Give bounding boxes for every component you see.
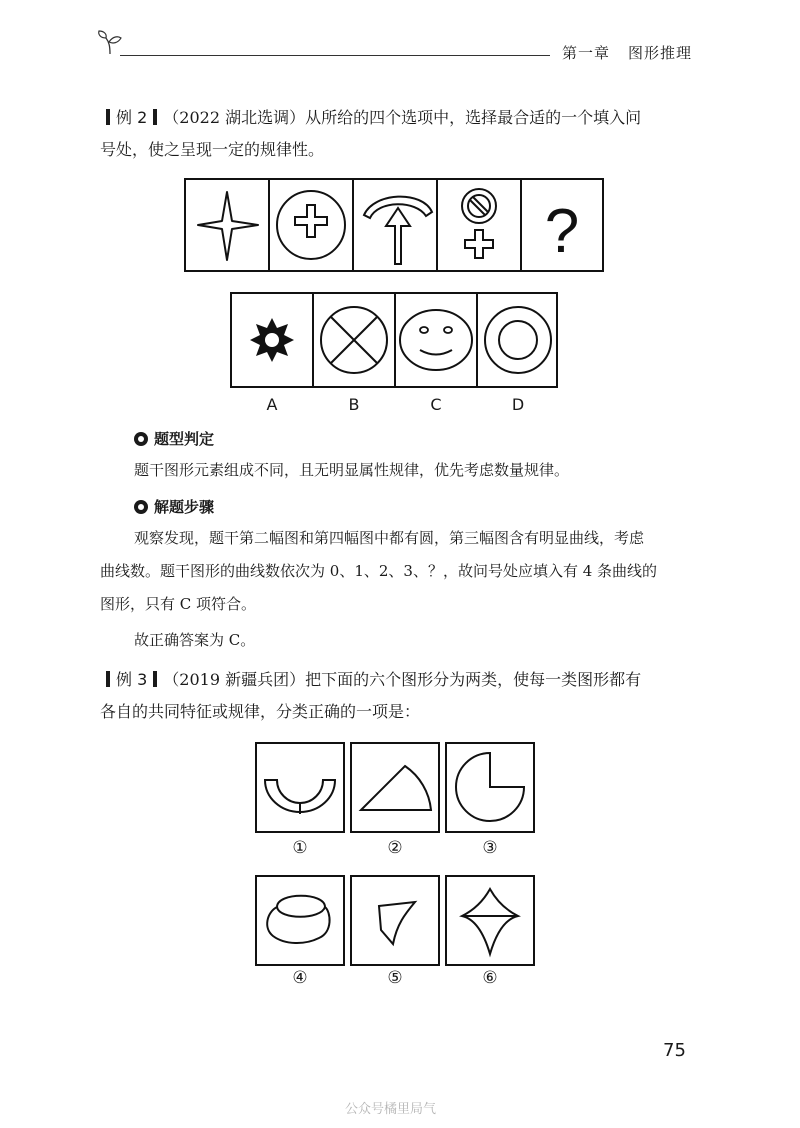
figure-5-shard [351,876,439,965]
page-number: 75 [663,1040,686,1061]
figure-label-5: ⑤ [387,968,403,988]
steps-heading [134,496,214,517]
watermark: 公众号橘里局气 [345,1102,437,1117]
example2-intro [100,102,700,166]
header-rule [120,55,550,56]
running-head [562,42,710,63]
figure-4-bowl [256,876,344,965]
option-label-c: C [430,395,442,414]
figure-label-4: ④ [292,968,308,988]
example2-label: 例 2 [116,108,148,127]
label-bar [106,671,110,687]
figure-label-3: ③ [482,838,498,858]
option-d-rings [485,307,551,373]
steps-line3: 图形，只有 C 项符合。 [100,595,257,613]
example3-intro-line2: 各自的共同特征或规律，分类正确的一项是： [100,702,421,721]
steps-line1: 观察发现，题干第二幅图和第四幅图中都有圆，第三幅图含有明显曲线，考虑 [134,529,645,547]
label-bar [106,109,110,125]
judgment-text: 题干图形元素组成不同，且无明显属性规律，优先考虑数量规律。 [134,461,570,479]
circle-plus-figure [277,191,345,259]
steps-text [100,522,704,621]
section-title: 图形推理 [628,44,693,62]
option-label-a: A [266,395,278,414]
answer-text: 故正确答案为 C。 [134,631,256,649]
star-figure [198,192,258,260]
option-label-b: B [348,395,360,414]
figure-3-pacman [446,743,534,832]
figure-label-6: ⑥ [482,968,498,988]
steps-heading-text: 解题步骤 [154,498,215,516]
prohibit-plus-figure [462,189,496,258]
option-b-circle-x [321,307,387,373]
options-figure [230,292,560,392]
question-mark: ? [544,197,580,266]
judgment-heading [134,428,214,449]
steps-line2: 曲线数。题干图形的曲线数依次为 0、1、2、3、？，故问号处应填入有 4 条曲线的 [100,562,658,580]
target-icon [134,500,148,514]
gear-icon [134,432,148,446]
sprout-icon [96,30,124,56]
arc-arrow-figure [364,197,432,264]
figure-6-curved-star [446,876,534,965]
figure-1-half-ring [256,743,344,832]
figure-2-sector [351,743,439,832]
label-bar [153,671,157,687]
option-label-d: D [511,395,525,414]
example3-label: 例 3 [116,670,148,689]
option-c-smiley [400,310,472,370]
label-bar [153,109,157,125]
example3-intro-line1: （2019 新疆兵团）把下面的六个图形分为两类，使每一类图形都有 [163,670,642,689]
question-figure [184,178,604,274]
figure-label-2: ② [387,838,403,858]
example3-intro [100,664,700,728]
example2-intro-line1: （2022 湖北选调）从所给的四个选项中，选择最合适的一个填入问 [163,108,642,127]
example2-intro-line2: 号处，使之呈现一定的规律性。 [100,140,325,159]
figure-label-1: ① [292,838,308,858]
chapter-title: 第一章 [562,44,611,62]
option-a-sun [250,318,294,362]
judgment-heading-text: 题型判定 [154,430,215,448]
